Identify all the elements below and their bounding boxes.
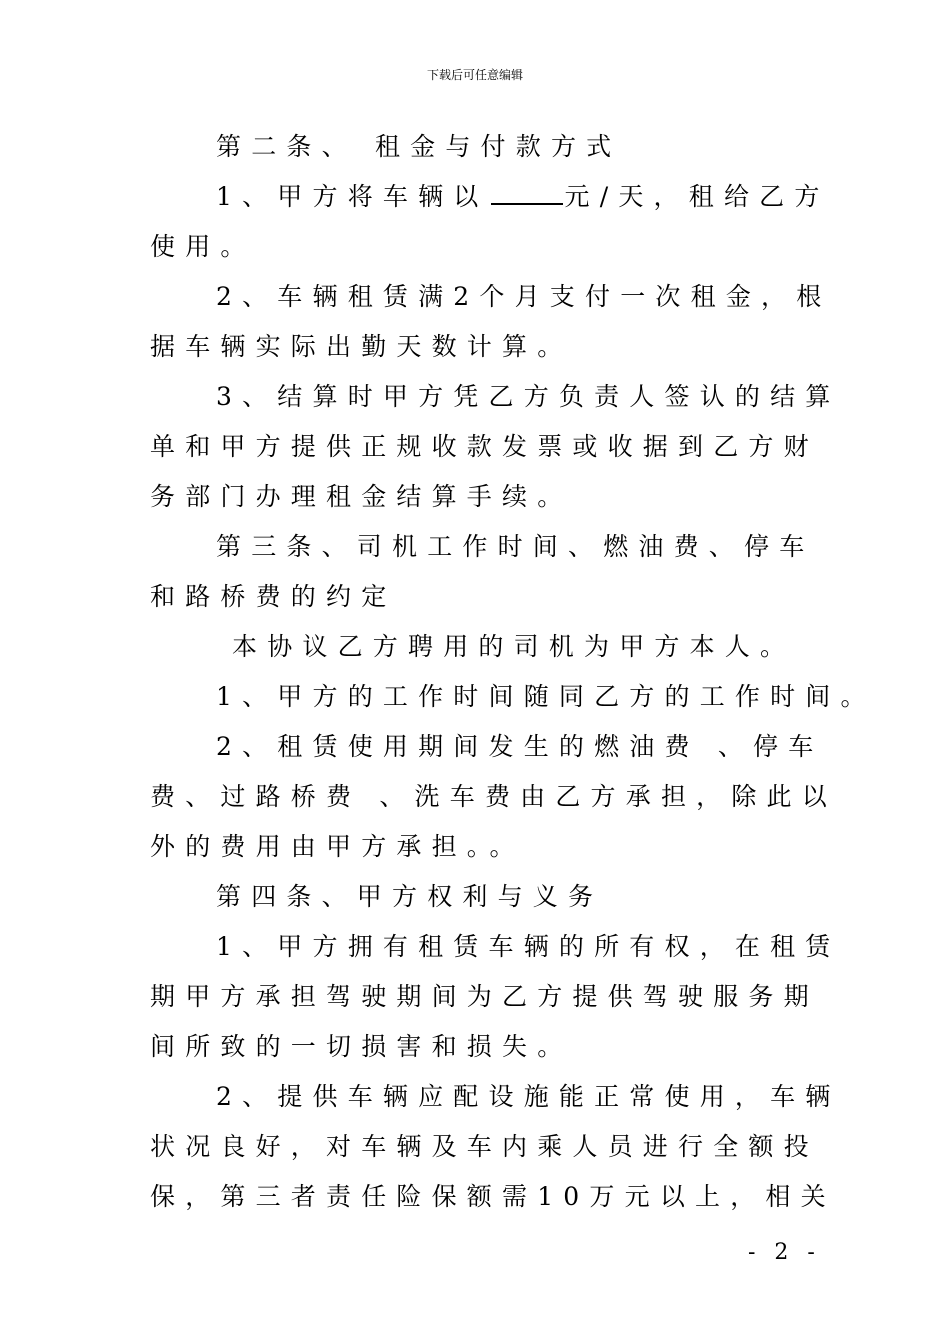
- article-2-item-1: [216, 182, 830, 212]
- rent-amount-blank[interactable]: [491, 183, 563, 205]
- paragraph-line: 费、过路桥费 、洗车费由乙方承担，除此以: [150, 782, 837, 811]
- paragraph-line: 1、甲方的工作时间随同乙方的工作时间。: [216, 682, 876, 711]
- paragraph-line: 2、租赁使用期间发生的燃油费 、停车: [216, 732, 824, 761]
- article-3-heading-cont: 和路桥费的约定: [150, 582, 397, 611]
- paragraph-line: 间所致的一切损害和损失。: [150, 1032, 573, 1061]
- item-1-text-before-blank: 1、甲方将车辆以: [216, 182, 489, 211]
- article-2-heading: 第二条、 租金与付款方式: [216, 132, 622, 161]
- paragraph-line: 期甲方承担驾驶期间为乙方提供驾驶服务期: [150, 982, 819, 1011]
- article-4-heading: 第四条、甲方权利与义务: [216, 882, 604, 911]
- paragraph-line: 本协议乙方聘用的司机为甲方本人。: [232, 632, 796, 661]
- paragraph-line: 状况良好，对车辆及车内乘人员进行全额投: [150, 1132, 819, 1161]
- paragraph-line: 保，第三者责任险保额需10万元以上，相关: [150, 1182, 836, 1211]
- paragraph-line: 2、车辆租赁满2个月支付一次租金，根: [216, 282, 832, 311]
- paragraph-line: 2、提供车辆应配设施能正常使用，车辆: [216, 1082, 841, 1111]
- paragraph-line: 使用。: [150, 232, 256, 261]
- paragraph-line: 据车辆实际出勤天数计算。: [150, 332, 573, 361]
- paragraph-line: 3、结算时甲方凭乙方负责人签认的结算: [216, 382, 841, 411]
- paragraph-line: 1、甲方拥有租赁车辆的所有权，在租赁: [216, 932, 841, 961]
- paragraph-line: 外的费用由甲方承担。。: [150, 832, 525, 861]
- page-header: 下载后可任意编辑: [426, 68, 523, 82]
- paragraph-line: 务部门办理租金结算手续。: [150, 482, 573, 511]
- item-1-text-after-blank: 元/天，租给乙方: [564, 182, 830, 211]
- article-3-heading: 第三条、司机工作时间、燃油费、停车: [216, 532, 815, 561]
- page-number: - 2 -: [748, 1240, 821, 1265]
- paragraph-line: 单和甲方提供正规收款发票或收据到乙方财: [150, 432, 819, 461]
